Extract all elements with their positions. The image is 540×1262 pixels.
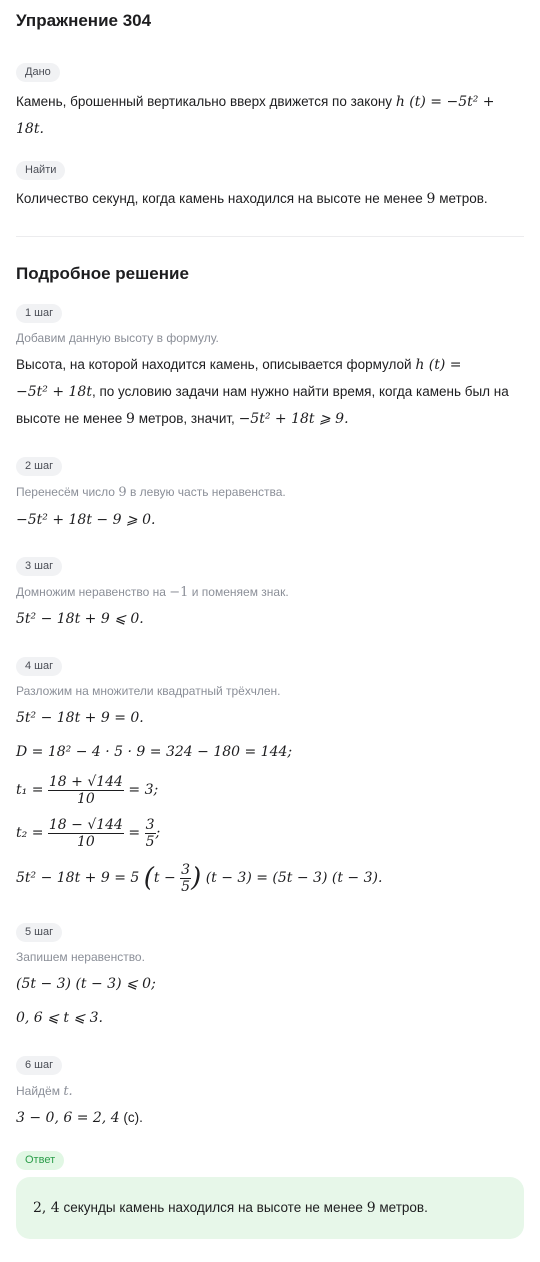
- answer-value: 2, 4: [33, 1200, 60, 1216]
- step-4-equation: 5t² − 18t + 9 = 0.: [16, 710, 144, 726]
- step-6-hint: [16, 1083, 73, 1100]
- factor-denominator: 5: [181, 878, 191, 895]
- answer-box: [16, 1177, 524, 1239]
- step-4-root-2: [16, 815, 160, 851]
- step-6-expression: 3 − 0, 6 = 2, 4: [16, 1110, 120, 1126]
- step-6-hint-var: t.: [63, 1084, 73, 1099]
- root-1-lhs: t₁ =: [16, 782, 44, 798]
- find-text-a: Количество секунд, когда камень находился на высоте не менее: [16, 191, 423, 206]
- step-1-text-b: , по условию задачи нам нужно найти время, когда камень был на: [91, 384, 509, 399]
- root-1-denominator: 10: [48, 790, 124, 807]
- find-number: 9: [426, 191, 436, 207]
- step-4-badge: 4 шаг: [16, 657, 62, 676]
- step-3-hint-a: Домножим неравенство на: [16, 585, 166, 599]
- step-5-badge: 5 шаг: [16, 923, 62, 942]
- factor-fraction: [180, 862, 191, 895]
- step-1-line3: [16, 409, 349, 429]
- step-6-hint-a: Найдём: [16, 1084, 60, 1098]
- root-2-result-denominator: 5: [145, 833, 155, 850]
- step-2-math: −5t² + 18t − 9 ⩾ 0.: [16, 512, 156, 528]
- step-1-text-c: высоте не менее: [16, 411, 123, 426]
- step-1-inequality: −5t² + 18t ⩾ 9.: [238, 411, 349, 427]
- find-badge: Найти: [16, 161, 65, 180]
- root-2-denominator: 10: [48, 833, 124, 850]
- step-1-line2: [16, 382, 509, 402]
- step-5-interval: 0, 6 ⩽ t ⩽ 3.: [16, 1010, 103, 1026]
- given-formula-part2: 18t.: [16, 121, 44, 137]
- step-2-hint-number: 9: [118, 485, 127, 500]
- root-1-fraction: [48, 774, 124, 807]
- step-1-text-a: Высота, на которой находится камень, описывается формулой: [16, 357, 412, 372]
- step-4-discriminant: D = 18² − 4 · 5 · 9 = 324 − 180 = 144;: [16, 744, 293, 760]
- factor-rhs: (t − 3) = (5t − 3) (t − 3).: [205, 870, 383, 886]
- given-formula-part1: h (t) = −5t² +: [395, 94, 495, 110]
- step-6-unit: (с).: [123, 1110, 143, 1125]
- solution-title: Подробное решение: [16, 264, 189, 283]
- root-2-fraction: [48, 817, 124, 850]
- step-1-math-a: h (t) =: [415, 357, 462, 373]
- root-2-lhs: t₂ =: [16, 825, 44, 841]
- step-3-hint-number: −1: [169, 585, 189, 600]
- step-3-math: 5t² − 18t + 9 ⩽ 0.: [16, 611, 144, 627]
- factor-numerator: 3: [181, 861, 191, 878]
- factor-lhs: 5t² − 18t + 9 = 5: [16, 870, 140, 886]
- step-4-hint: Разложим на множители квадратный трёхчлен.: [16, 684, 281, 698]
- root-2-result-numerator: 3: [145, 816, 155, 833]
- step-6-badge: 6 шаг: [16, 1056, 62, 1075]
- root-2-equals: =: [128, 825, 141, 841]
- root-2-result-fraction: [145, 817, 156, 850]
- step-1-line1: [16, 355, 462, 375]
- factor-inner: t −: [153, 870, 176, 886]
- given-badge: Дано: [16, 63, 60, 82]
- step-2-hint-a: Перенесём число: [16, 485, 115, 499]
- step-1-badge: 1 шаг: [16, 304, 62, 323]
- step-5-inequality: (5t − 3) (t − 3) ⩽ 0;: [16, 976, 156, 992]
- root-2-end: ;: [155, 825, 161, 841]
- step-1-math-b: −5t² + 18t: [16, 384, 92, 400]
- step-2-hint-b: в левую часть неравенства.: [129, 485, 286, 499]
- section-divider: [16, 236, 524, 237]
- step-5-hint: Запишем неравенство.: [16, 950, 145, 964]
- given-text: Камень, брошенный вертикально вверх движется по закону: [16, 94, 393, 109]
- step-1-hint: Добавим данную высоту в формулу.: [16, 331, 219, 345]
- step-4-factorization: [16, 860, 382, 896]
- given-text-line1: [16, 92, 495, 112]
- step-3-hint: [16, 584, 289, 601]
- root-1-numerator: 18 + √144: [48, 773, 123, 790]
- root-1-rhs: = 3;: [128, 782, 159, 798]
- step-2-hint: [16, 484, 286, 501]
- step-3-hint-b: и поменяем знак.: [191, 585, 289, 599]
- factor-open-paren: (: [143, 863, 154, 893]
- step-6-math: [16, 1108, 143, 1128]
- step-3-badge: 3 шаг: [16, 557, 62, 576]
- answer-text-a: секунды камень находился на высоте не менее: [63, 1200, 363, 1215]
- answer-badge: Ответ: [16, 1151, 64, 1170]
- given-text-line2: [16, 119, 44, 139]
- factor-close-paren: ): [191, 863, 202, 893]
- root-2-numerator: 18 − √144: [48, 816, 123, 833]
- answer-number: 9: [366, 1200, 376, 1216]
- page-title: Упражнение 304: [16, 11, 152, 30]
- step-4-root-1: [16, 772, 158, 808]
- answer-text-b: метров.: [379, 1200, 428, 1215]
- answer-text: [33, 1198, 428, 1218]
- step-1-text-d: метров, значит,: [138, 411, 235, 426]
- find-text: [16, 189, 488, 209]
- step-2-badge: 2 шаг: [16, 457, 62, 476]
- find-text-b: метров.: [439, 191, 488, 206]
- step-1-number: 9: [126, 411, 135, 427]
